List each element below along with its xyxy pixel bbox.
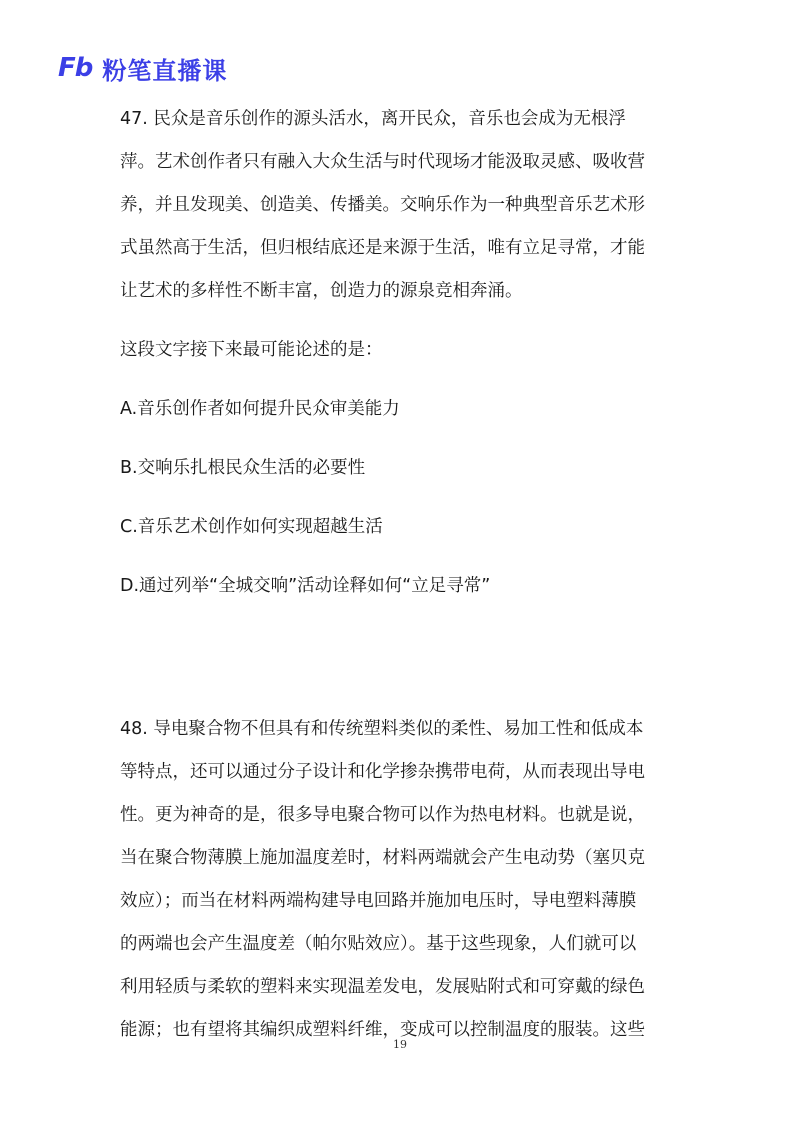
question-47-stem bbox=[120, 98, 672, 313]
question-47-prompt: 这段文字接下来最可能论述的是： bbox=[120, 340, 383, 360]
document-body bbox=[120, 98, 672, 1052]
text-line: 式虽然高于生活，但归根结底还是来源于生活，唯有立足寻常，才能 bbox=[120, 238, 645, 258]
text-line: 利用轻质与柔软的塑料来实现温差发电，发展贴附式和可穿戴的绿色 bbox=[120, 977, 645, 997]
text-line: 养，并且发现美、创造美、传播美。交响乐作为一种典型音乐艺术形 bbox=[120, 195, 645, 215]
text-line: 性。更为神奇的是，很多导电聚合物可以作为热电材料。也就是说， bbox=[120, 805, 645, 825]
option-d: D.通过列举“全城交响”活动诠释如何“立足寻常” bbox=[120, 576, 491, 596]
question-48-stem bbox=[120, 708, 672, 1052]
option-c: C.音乐艺术创作如何实现超越生活 bbox=[120, 517, 383, 537]
text-line: 的两端也会产生温度差（帕尔贴效应）。基于这些现象，人们就可以 bbox=[120, 934, 637, 954]
brand-name: 粉笔直播课 bbox=[102, 56, 228, 85]
text-line: 让艺术的多样性不断丰富，创造力的源泉竞相奔涌。 bbox=[120, 281, 523, 301]
page-number: 19 bbox=[393, 1038, 407, 1051]
text-line: 48. 导电聚合物不但具有和传统塑料类似的柔性、易加工性和低成本 bbox=[120, 719, 644, 739]
text-line: 能源；也有望将其编织成塑料纤维，变成可以控制温度的服装。这些 bbox=[120, 1020, 645, 1040]
text-line: 等特点，还可以通过分子设计和化学掺杂携带电荷，从而表现出导电 bbox=[120, 762, 645, 782]
header bbox=[58, 50, 227, 86]
option-b: B.交响乐扎根民众生活的必要性 bbox=[120, 458, 366, 478]
text-line: 47. 民众是音乐创作的源头活水，离开民众，音乐也会成为无根浮 bbox=[120, 109, 626, 129]
option-a: A.音乐创作者如何提升民众审美能力 bbox=[120, 399, 400, 419]
text-line: 萍。艺术创作者只有融入大众生活与时代现场才能汲取灵感、吸收营 bbox=[120, 152, 645, 172]
text-line: 当在聚合物薄膜上施加温度差时，材料两端就会产生电动势（塞贝克 bbox=[120, 848, 645, 868]
text-line: 效应）；而当在材料两端构建导电回路并施加电压时，导电塑料薄膜 bbox=[120, 891, 637, 911]
fenbi-logo-icon: Fb bbox=[58, 53, 93, 83]
